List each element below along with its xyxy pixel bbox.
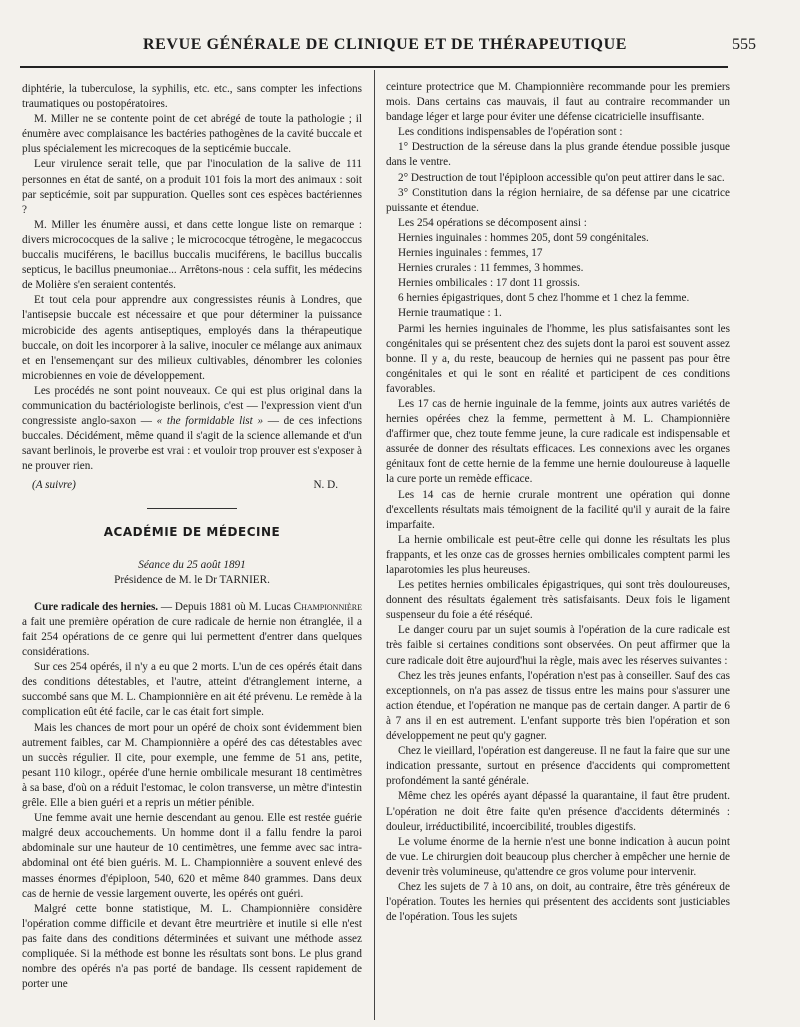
paragraph: Hernies inguinales : femmes, 17 [398,247,543,260]
paragraph: Même chez les opérés ayant dépassé la quarantaine, il faut être prudent. L'opération ne doit être faite qu'en présence d'accidents déterminés : douleur, irréductibilité, incoercibilité, troubles digestifs. [386,790,730,833]
paragraph: Et tout cela pour apprendre aux congressistes réunis à Londres, que l'antisepsie buccale est nécessaire et que pour déterminer la puissance microbicide des agents antiseptiques, employés dans la thérapeutique buccale, on doit les incorporer à la salive, inoculer ce mélange aux animaux et en l'ensemençant sur des milieux cultivables, dénombrer les colonies microbiennes en voie de développement. [22,294,362,382]
paragraph: Une femme avait une hernie descendant au genou. Elle est restée guérie malgré deux accouchements. Un homme dont il a fallu fendre la paroi abdominale sur une hauteur de 10 centimètres, une femme avec sac intra-abdominal ont été bien guéris. M. L. Championnière a souvent enlevé des masses énormes d'épiploon, 540, 620 et même 840 grammes. Dans deux cas de hernie de vessie largement ouverte, les opérés ont guéri. [22,812,362,900]
running-title: REVUE GÉNÉRALE DE CLINIQUE ET DE THÉRAPEUTIQUE [143,36,627,53]
paragraph: M. Miller les énumère aussi, et dans cette longue liste on remarque : divers micrococques de la salive ; le micrococque tétrogène, le megacoccus buccalis muciférens, le bacillus buccalis muciférens, le bacillus buccalis septicus, le bacillus pneumoniae... Arrêtons-nous : cela suffit, les médecins de Molière s'en seraient contentés. [22,218,362,292]
section-heading: ACADÉMIE DE MÉDECINE [103,524,281,539]
paragraph: Malgré cette bonne statistique, M. L. Championnière considère l'opération comme difficile et devant être meurtrière et inutile si elle n'est pas faite dans des conditions déterminées et suivant une méthode assez compliquée. Si la méthode est bonne les résultats sont bons. Le plus grand nombre des opérés n'a pas porté de bandage. Ils cessent rapidement de porter une [22,902,362,991]
paragraph: Hernie traumatique : 1. [398,307,502,320]
paragraph: 3° Constitution dans la région herniaire, de sa défense par une cicatrice puissante et étendue. [386,186,730,214]
paragraph: Mais les chances de mort pour un opéré de choix sont évidemment bien autrement faibles, car M. Championnière a opéré des cas détestables avec un succès régulier. Il cite, pour exemple, une femme de 51 ans, petite, pesant 110 kilogr., opérée d'une hernie ombilicale mesurant 18 centimètres à sa base, d'où on a réduit l'estomac, le colon transverse, un mètre d'intestin grêle. Elle a bien guéri et a repris un métier pénible. [22,721,362,810]
article-lead-paragraph [22,600,362,660]
right-column [386,80,730,925]
paragraph: diphtérie, la tuberculose, la syphilis, etc. etc., sans compter les infections traumatiques ou postopératoires. [22,83,362,111]
paragraph: Sur ces 254 opérés, il n'y a eu que 2 morts. L'un de ces opérés était dans des conditions détestables, et l'autre, atteint d'étranglement interne, a succombé sans que M. L. Championnière en ait été prévenu. Le remède à la complication eût été facile, car le cas était fort simple. [22,661,362,719]
page-number: 555 [732,36,756,53]
to-follow-line [22,478,362,493]
paragraph: Les 254 opérations se décomposent ainsi : [398,216,587,229]
paragraph: Chez les très jeunes enfants, l'opération n'est pas à conseiller. Sauf des cas exceptionnels, on n'a pas assez de tissus entre les mains pour s'assurer une action étendue, et l'opération ne manque pas de certain danger. A partir de 6 à 7 ans il en est autrement. L'enfant supporte très bien l'opération et son développement ne peut qu'y gagner. [386,669,730,743]
paragraph: Les petites hernies ombilicales épigastriques, qui sont très douloureuses, donnent des résultats également très satisfaisants. Deux fois le ligament suspenseur du foie a été réséqué. [386,579,730,622]
paragraph: 2° Destruction de tout l'épiploon accessible qu'on peut attirer dans le sac. [398,171,725,184]
author-name: Championnière [293,600,362,613]
session-date: Séance du 25 août 1891 [138,558,246,571]
author-signature: N. D. [313,479,338,492]
quote-tail: — de ces infections buccales. Décidément, même quand il s'agit de la science allemande et d'un savant berlinois, le proverbe est vrai : et vouloir trop prouver est s'exposer à ne prouver rien. [22,415,362,473]
paragraph: Hernies inguinales : hommes 205, dont 59 congénitales. [398,231,649,244]
paragraph: 6 hernies épigastriques, dont 5 chez l'homme et 1 chez la femme. [398,292,690,305]
paragraph: Chez le vieillard, l'opération est dangereuse. Il ne faut la faire que sur une indication pressante, surtout en présence d'accidents qui compromettent profondément la santé générale. [386,745,730,788]
to-follow-note: (A suivre) [32,479,76,492]
column-divider [374,70,375,1020]
paragraph-with-quote [22,384,362,475]
quote-lead: Les procédés ne sont point nouveaux. Ce qui est plus original dans la communication du bactériologiste berlinois, c'est — l'expression vient d'un congressiste anglo-saxon — [22,384,362,428]
section-rule [147,508,237,509]
paragraph: 1° Destruction de la séreuse dans la plus grande étendue possible jusque dans le ventre. [386,141,730,169]
lead-text: — Depuis 1881 où M. Lucas [158,600,294,613]
header-rule [20,66,728,68]
paragraph: Hernies crurales : 11 femmes, 3 hommes. [398,262,584,275]
paragraph: Les conditions indispensables de l'opération sont : [398,126,623,139]
paragraph: ceinture protectrice que M. Championnière recommande pour les premiers mois. Dans certains cas mauvais, il faut au contraire recommander un bandage léger et large pour éviter une défense cicatricielle insuffisante. [386,81,730,124]
paragraph: Leur virulence serait telle, que par l'inoculation de la salive de 111 personnes en état de santé, on a produit 101 fois la mort des animaux : soit par septicémie, soit par suppuration. Quelles sont ces espèces bactériennes ? [22,158,362,216]
paragraph: La hernie ombilicale est peut-être celle qui donne les résultats les plus frappants, et les onze cas de grosses hernies ombilicales comptent parmi les laparotomies les plus heureuses. [386,533,730,576]
paragraph: M. Miller ne se contente point de cet abrégé de toute la pathologie ; il énumère avec complaisance les bactéries pathogènes de la cavité buccale et plus spécialement les micrecoques de la septicémie buccale. [22,113,362,156]
paragraph: Hernies ombilicales : 17 dont 11 grossis. [398,277,580,290]
left-column [22,82,362,992]
article-title: Cure radicale des hernies. [34,600,159,613]
lead-text-continued: a fait une première opération de cure radicale de hernie non étranglée, il a fait 254 opérations de ce genre qui lui permettent d'entrer dans quelques considérations. [22,615,362,659]
paragraph: Les 14 cas de hernie crurale montrent une opération qui donne d'excellents résultats mais témoignent de la facilité qu'il y aurait de la faire imparfaite. [386,488,730,531]
page-header [20,30,780,60]
paragraph: Le danger couru par un sujet soumis à l'opération de la cure radicale est très faible si certaines conditions sont observées. On peut affirmer que la cure radicale doit être aujourd'hui la règle, mais avec les réserves suivantes : [386,624,730,667]
paragraph: Parmi les hernies inguinales de l'homme, les plus satisfaisantes sont les congénitales qui se présentent chez des sujets dont la paroi est souvent assez bonne. Il y a, du reste, beaucoup de hernies qui ne passent pas pour être congénitales et qui le sont en réalité et participent de ces conditions favorables. [386,322,730,395]
paragraph: Le volume énorme de la hernie n'est une bonne indication à aucun point de vue. Le chirurgien doit beaucoup plus chercher à empêcher une hernie de devenir très volumineuse, qu'attendre ce gros volume pour intervenir. [386,835,730,878]
paragraph: Les 17 cas de hernie inguinale de la femme, joints aux autres variétés de hernies opérées chez la femme, permettent à M. L. Championnière d'affirmer que, chez toute femme jeune, la cure radicale est indispensable et assurée de donner des résultats efficaces. Les connexions avec les organes génitaux font de cette hernie de la femme une hernie douloureuse à laquelle la cure porte un remède efficace. [386,397,730,486]
paragraph: Chez les sujets de 7 à 10 ans, on doit, au contraire, être très généreux de l'opération. Toutes les hernies qui présentent des accidents sont justiciables de l'opération. Tous les sujets [386,880,730,924]
presidency-line: Présidence de M. le Dr TARNIER. [114,573,270,586]
formidable-list-quote: « the formidable list » [156,415,264,428]
